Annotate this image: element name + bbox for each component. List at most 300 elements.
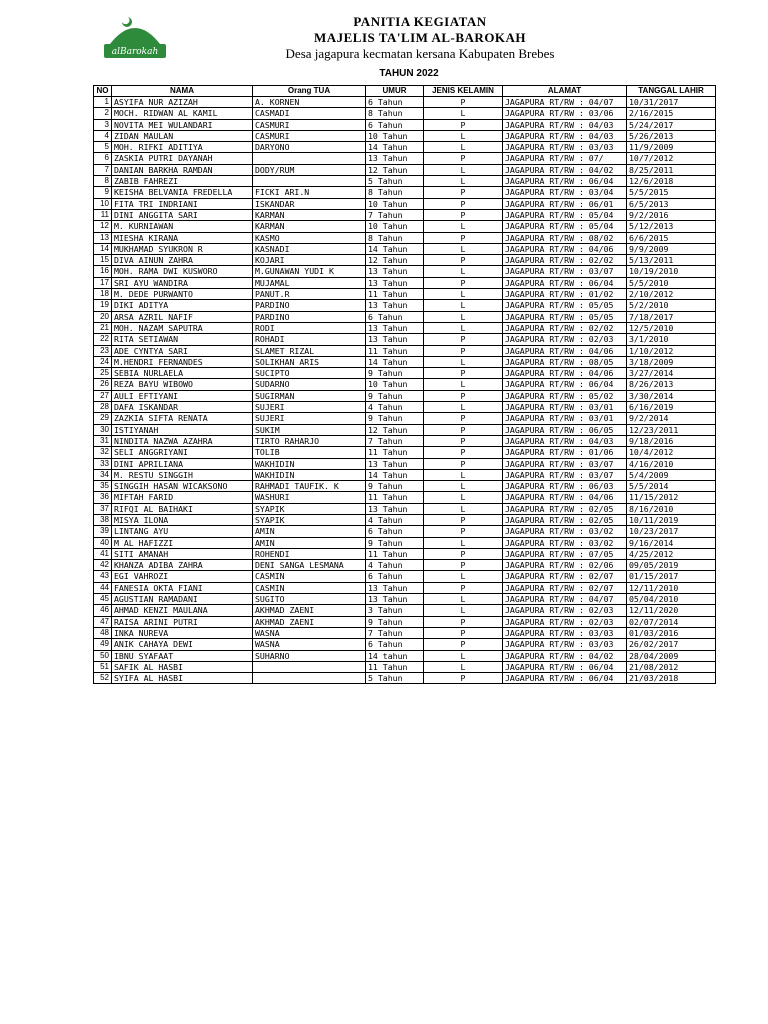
row-number-cell: 14: [94, 243, 112, 254]
birth-date-cell: 11/9/2009: [627, 142, 716, 153]
gender-cell: L: [424, 661, 503, 672]
address-cell: JAGAPURA RT/RW : 04/07: [503, 594, 627, 605]
age-cell: 10 Tahun: [366, 130, 424, 141]
gender-cell: L: [424, 503, 503, 514]
row-number-cell: 17: [94, 277, 112, 288]
row-number-cell: 34: [94, 469, 112, 480]
gender-cell: P: [424, 616, 503, 627]
parent-name-cell: ROHADI: [253, 334, 366, 345]
gender-cell: P: [424, 424, 503, 435]
child-name-cell: MIESHA KIRANA: [112, 232, 253, 243]
gender-cell: P: [424, 198, 503, 209]
address-cell: JAGAPURA RT/RW : 04/06: [503, 492, 627, 503]
child-name-cell: MOH. RIFKI ADITIYA: [112, 142, 253, 153]
child-name-cell: DIKI ADITYA: [112, 300, 253, 311]
gender-cell: P: [424, 97, 503, 108]
row-number-cell: 4: [94, 130, 112, 141]
birth-date-cell: 10/7/2012: [627, 153, 716, 164]
child-name-cell: RITA SETIAWAN: [112, 334, 253, 345]
gender-cell: L: [424, 650, 503, 661]
birth-date-cell: 9/2/2014: [627, 413, 716, 424]
table-row: [94, 153, 716, 164]
address-cell: JAGAPURA RT/RW : 03/03: [503, 627, 627, 638]
row-number-cell: 20: [94, 311, 112, 322]
location-subtitle: Desa jagapura kecmatan kersana Kabupaten Brebes: [285, 46, 555, 61]
child-name-cell: ADE CYNTYA SARI: [112, 345, 253, 356]
gender-cell: L: [424, 221, 503, 232]
gender-cell: L: [424, 492, 503, 503]
table-row: [94, 402, 716, 413]
child-name-cell: MOCH. RIDWAN AL KAMIL: [112, 108, 253, 119]
row-number-cell: 11: [94, 209, 112, 220]
table-row: [94, 537, 716, 548]
parent-name-cell: TIRTO RAHARJO: [253, 435, 366, 446]
child-name-cell: ZABIB FAHREZI: [112, 176, 253, 187]
age-cell: 6 Tahun: [366, 526, 424, 537]
gender-cell: P: [424, 526, 503, 537]
child-name-cell: ZAZKIA SIFTA RENATA: [112, 413, 253, 424]
table-row: [94, 356, 716, 367]
child-name-cell: MISYA ILONA: [112, 514, 253, 525]
parent-name-cell: KOJARI: [253, 255, 366, 266]
gender-cell: L: [424, 266, 503, 277]
birth-date-cell: 21/08/2012: [627, 661, 716, 672]
age-cell: 9 Tahun: [366, 481, 424, 492]
gender-cell: L: [424, 108, 503, 119]
table-row: [94, 130, 716, 141]
address-cell: JAGAPURA RT/RW : 02/03: [503, 334, 627, 345]
birth-date-cell: 12/23/2011: [627, 424, 716, 435]
child-name-cell: FITA TRI INDRIANI: [112, 198, 253, 209]
table-row: [94, 311, 716, 322]
row-number-cell: 26: [94, 379, 112, 390]
row-number-cell: 38: [94, 514, 112, 525]
child-name-cell: SELI ANGGRIYANI: [112, 447, 253, 458]
age-cell: 5 Tahun: [366, 673, 424, 684]
address-cell: JAGAPURA RT/RW : 06/03: [503, 481, 627, 492]
gender-cell: P: [424, 435, 503, 446]
birth-date-cell: 7/18/2017: [627, 311, 716, 322]
child-name-cell: DAFA ISKANDAR: [112, 402, 253, 413]
gender-cell: P: [424, 458, 503, 469]
gender-cell: L: [424, 537, 503, 548]
age-cell: 14 Tahun: [366, 142, 424, 153]
birth-date-cell: 3/1/2010: [627, 334, 716, 345]
address-cell: JAGAPURA RT/RW : 02/03: [503, 605, 627, 616]
table-row: [94, 379, 716, 390]
child-name-cell: MIFTAH FARID: [112, 492, 253, 503]
age-cell: 11 Tahun: [366, 548, 424, 559]
row-number-cell: 30: [94, 424, 112, 435]
col-jenis-kelamin-header: JENIS KELAMIN: [424, 86, 503, 97]
gender-cell: P: [424, 639, 503, 650]
age-cell: 13 Tahun: [366, 266, 424, 277]
row-number-cell: 21: [94, 322, 112, 333]
parent-name-cell: SUKIM: [253, 424, 366, 435]
gender-cell: L: [424, 594, 503, 605]
child-name-cell: EGI VAHROZI: [112, 571, 253, 582]
parent-name-cell: RAHMADI TAUFIK. K: [253, 481, 366, 492]
participants-table: [93, 85, 716, 684]
birth-date-cell: 5/26/2013: [627, 130, 716, 141]
col-tanggal-lahir-header: TANGGAL LAHIR: [627, 86, 716, 97]
birth-date-cell: 09/05/2019: [627, 560, 716, 571]
child-name-cell: SEBIA NURLAELA: [112, 368, 253, 379]
address-cell: JAGAPURA RT/RW : 08/02: [503, 232, 627, 243]
address-cell: JAGAPURA RT/RW : 05/05: [503, 311, 627, 322]
table-row: [94, 560, 716, 571]
parent-name-cell: KASMO: [253, 232, 366, 243]
age-cell: 14 Tahun: [366, 243, 424, 254]
table-row: [94, 243, 716, 254]
birth-date-cell: 10/4/2012: [627, 447, 716, 458]
table-row: [94, 368, 716, 379]
age-cell: 13 Tahun: [366, 334, 424, 345]
table-row: [94, 605, 716, 616]
gender-cell: P: [424, 119, 503, 130]
table-row: [94, 266, 716, 277]
row-number-cell: 25: [94, 368, 112, 379]
table-header-row: [94, 86, 716, 97]
row-number-cell: 35: [94, 481, 112, 492]
address-cell: JAGAPURA RT/RW : 07/: [503, 153, 627, 164]
birth-date-cell: 5/5/2015: [627, 187, 716, 198]
birth-date-cell: 02/07/2014: [627, 616, 716, 627]
age-cell: 13 Tahun: [366, 458, 424, 469]
birth-date-cell: 1/10/2012: [627, 345, 716, 356]
address-cell: JAGAPURA RT/RW : 03/04: [503, 187, 627, 198]
svg-text:alBarokah: alBarokah: [111, 47, 159, 57]
table-row: [94, 209, 716, 220]
age-cell: 9 Tahun: [366, 413, 424, 424]
birth-date-cell: 4/25/2012: [627, 548, 716, 559]
parent-name-cell: WASHURI: [253, 492, 366, 503]
parent-name-cell: SUHARNO: [253, 650, 366, 661]
row-number-cell: 10: [94, 198, 112, 209]
age-cell: 10 Tahun: [366, 379, 424, 390]
row-number-cell: 9: [94, 187, 112, 198]
child-name-cell: REZA BAYU WIBOWO: [112, 379, 253, 390]
child-name-cell: NOVITA MEI WULANDARI: [112, 119, 253, 130]
parent-name-cell: AMIN: [253, 526, 366, 537]
row-number-cell: 7: [94, 164, 112, 175]
birth-date-cell: 05/04/2010: [627, 594, 716, 605]
gender-cell: P: [424, 368, 503, 379]
age-cell: 6 Tahun: [366, 119, 424, 130]
address-cell: JAGAPURA RT/RW : 06/04: [503, 673, 627, 684]
age-cell: 8 Tahun: [366, 232, 424, 243]
gender-cell: P: [424, 232, 503, 243]
age-cell: 10 Tahun: [366, 198, 424, 209]
parent-name-cell: A. KORNEN: [253, 97, 366, 108]
parent-name-cell: CASMURI: [253, 119, 366, 130]
row-number-cell: 27: [94, 390, 112, 401]
gender-cell: L: [424, 176, 503, 187]
child-name-cell: NINDITA NAZWA AZAHRA: [112, 435, 253, 446]
parent-name-cell: SYAPIK: [253, 514, 366, 525]
address-cell: JAGAPURA RT/RW : 02/07: [503, 571, 627, 582]
row-number-cell: 6: [94, 153, 112, 164]
child-name-cell: AHMAD KENZI MAULANA: [112, 605, 253, 616]
table-row: [94, 187, 716, 198]
parent-name-cell: MUJAMAL: [253, 277, 366, 288]
birth-date-cell: 5/5/2010: [627, 277, 716, 288]
gender-cell: L: [424, 311, 503, 322]
table-row: [94, 322, 716, 333]
address-cell: JAGAPURA RT/RW : 04/02: [503, 650, 627, 661]
row-number-cell: 36: [94, 492, 112, 503]
age-cell: 13 Tahun: [366, 153, 424, 164]
parent-name-cell: SUJERI: [253, 413, 366, 424]
birth-date-cell: 26/02/2017: [627, 639, 716, 650]
col-alamat-header: ALAMAT: [503, 86, 627, 97]
parent-name-cell: DODY/RUM: [253, 164, 366, 175]
table-body: [94, 97, 716, 684]
row-number-cell: 15: [94, 255, 112, 266]
table-row: [94, 232, 716, 243]
col-nama-header: NAMA: [112, 86, 253, 97]
table-row: [94, 594, 716, 605]
age-cell: 11 Tahun: [366, 289, 424, 300]
birth-date-cell: 6/16/2019: [627, 402, 716, 413]
row-number-cell: 41: [94, 548, 112, 559]
age-cell: 13 Tahun: [366, 277, 424, 288]
age-cell: 13 Tahun: [366, 322, 424, 333]
address-cell: JAGAPURA RT/RW : 04/03: [503, 119, 627, 130]
parent-name-cell: SLAMET RIZAL: [253, 345, 366, 356]
child-name-cell: SRI AYU WANDIRA: [112, 277, 253, 288]
table-row: [94, 108, 716, 119]
gender-cell: P: [424, 447, 503, 458]
row-number-cell: 18: [94, 289, 112, 300]
table-row: [94, 514, 716, 525]
age-cell: 13 Tahun: [366, 594, 424, 605]
parent-name-cell: SYAPIK: [253, 503, 366, 514]
birth-date-cell: 8/25/2011: [627, 164, 716, 175]
gender-cell: L: [424, 379, 503, 390]
row-number-cell: 40: [94, 537, 112, 548]
birth-date-cell: 8/26/2013: [627, 379, 716, 390]
address-cell: JAGAPURA RT/RW : 06/01: [503, 198, 627, 209]
table-row: [94, 650, 716, 661]
address-cell: JAGAPURA RT/RW : 02/02: [503, 322, 627, 333]
child-name-cell: DIVA AINUN ZAHRA: [112, 255, 253, 266]
age-cell: 4 Tahun: [366, 560, 424, 571]
table-row: [94, 447, 716, 458]
address-cell: JAGAPURA RT/RW : 06/04: [503, 176, 627, 187]
birth-date-cell: 10/31/2017: [627, 97, 716, 108]
row-number-cell: 1: [94, 97, 112, 108]
address-cell: JAGAPURA RT/RW : 03/03: [503, 142, 627, 153]
parent-name-cell: KARMAN: [253, 209, 366, 220]
table-row: [94, 221, 716, 232]
table-row: [94, 616, 716, 627]
child-name-cell: KEISHA BELVANIA FREDELLA: [112, 187, 253, 198]
parent-name-cell: DARYONO: [253, 142, 366, 153]
table-row: [94, 639, 716, 650]
table-row: [94, 458, 716, 469]
birth-date-cell: 5/5/2014: [627, 481, 716, 492]
row-number-cell: 24: [94, 356, 112, 367]
child-name-cell: ZIDAN MAULAN: [112, 130, 253, 141]
age-cell: 7 Tahun: [366, 627, 424, 638]
address-cell: JAGAPURA RT/RW : 02/07: [503, 582, 627, 593]
age-cell: 7 Tahun: [366, 435, 424, 446]
gender-cell: L: [424, 605, 503, 616]
table-row: [94, 198, 716, 209]
table-row: [94, 492, 716, 503]
parent-name-cell: PARDINO: [253, 300, 366, 311]
gender-cell: L: [424, 164, 503, 175]
child-name-cell: ISTIYANAH: [112, 424, 253, 435]
table-row: [94, 119, 716, 130]
table-row: [94, 435, 716, 446]
table-row: [94, 469, 716, 480]
address-cell: JAGAPURA RT/RW : 05/04: [503, 209, 627, 220]
child-name-cell: INKA NUREVA: [112, 627, 253, 638]
gender-cell: P: [424, 582, 503, 593]
age-cell: 6 Tahun: [366, 571, 424, 582]
birth-date-cell: 5/24/2017: [627, 119, 716, 130]
parent-name-cell: M.GUNAWAN YUDI K: [253, 266, 366, 277]
child-name-cell: MUKHAMAD SYUKRON R: [112, 243, 253, 254]
table-row: [94, 571, 716, 582]
birth-date-cell: 6/6/2015: [627, 232, 716, 243]
child-name-cell: FANESIA OKTA FIANI: [112, 582, 253, 593]
col-orang-tua-header: Orang TUA: [253, 86, 366, 97]
row-number-cell: 46: [94, 605, 112, 616]
table-row: [94, 548, 716, 559]
parent-name-cell: PARDINO: [253, 311, 366, 322]
child-name-cell: RAISA ARINI PUTRI: [112, 616, 253, 627]
address-cell: JAGAPURA RT/RW : 02/05: [503, 503, 627, 514]
row-number-cell: 2: [94, 108, 112, 119]
table-row: [94, 176, 716, 187]
age-cell: 13 Tahun: [366, 503, 424, 514]
parent-name-cell: WASNA: [253, 627, 366, 638]
birth-date-cell: 5/2/2010: [627, 300, 716, 311]
birth-date-cell: 9/18/2016: [627, 435, 716, 446]
col-no-header: NO: [94, 86, 112, 97]
gender-cell: P: [424, 153, 503, 164]
organization-title: MAJELIS TA'LIM AL-BAROKAH: [313, 30, 527, 45]
gender-cell: P: [424, 514, 503, 525]
address-cell: JAGAPURA RT/RW : 02/03: [503, 616, 627, 627]
birth-date-cell: 9/2/2016: [627, 209, 716, 220]
child-name-cell: M. RESTU SINGGIH: [112, 469, 253, 480]
parent-name-cell: DENI SANGA LESMANA: [253, 560, 366, 571]
child-name-cell: MOH. RAMA DWI KUSWORO: [112, 266, 253, 277]
gender-cell: L: [424, 322, 503, 333]
gender-cell: L: [424, 142, 503, 153]
parent-name-cell: RODI: [253, 322, 366, 333]
age-cell: 14 Tahun: [366, 469, 424, 480]
table-row: [94, 413, 716, 424]
birth-date-cell: 5/4/2009: [627, 469, 716, 480]
parent-name-cell: SUJERI: [253, 402, 366, 413]
birth-date-cell: 11/15/2012: [627, 492, 716, 503]
age-cell: 3 Tahun: [366, 605, 424, 616]
row-number-cell: 33: [94, 458, 112, 469]
child-name-cell: MOH. NAZAM SAPUTRA: [112, 322, 253, 333]
child-name-cell: M.HENDRI FERNANDES: [112, 356, 253, 367]
row-number-cell: 32: [94, 447, 112, 458]
birth-date-cell: 28/04/2009: [627, 650, 716, 661]
age-cell: 13 Tahun: [366, 300, 424, 311]
parent-name-cell: ROHENDI: [253, 548, 366, 559]
mosque-logo-icon: [100, 14, 170, 60]
row-number-cell: 51: [94, 661, 112, 672]
parent-name-cell: CASMIN: [253, 582, 366, 593]
age-cell: 9 Tahun: [366, 537, 424, 548]
child-name-cell: LINTANG AYU: [112, 526, 253, 537]
row-number-cell: 12: [94, 221, 112, 232]
birth-date-cell: 21/03/2018: [627, 673, 716, 684]
address-cell: JAGAPURA RT/RW : 05/05: [503, 300, 627, 311]
row-number-cell: 19: [94, 300, 112, 311]
birth-date-cell: 12/5/2010: [627, 322, 716, 333]
age-cell: 11 Tahun: [366, 447, 424, 458]
parent-name-cell: WASNA: [253, 639, 366, 650]
age-cell: 11 Tahun: [366, 492, 424, 503]
address-cell: JAGAPURA RT/RW : 03/02: [503, 537, 627, 548]
address-cell: JAGAPURA RT/RW : 06/04: [503, 661, 627, 672]
address-cell: JAGAPURA RT/RW : 04/07: [503, 97, 627, 108]
parent-name-cell: SUDARNO: [253, 379, 366, 390]
table-row: [94, 481, 716, 492]
child-name-cell: M. KURNIAWAN: [112, 221, 253, 232]
parent-name-cell: AMIN: [253, 537, 366, 548]
age-cell: 13 Tahun: [366, 582, 424, 593]
committee-title: PANITIA KEGIATAN: [353, 14, 487, 29]
gender-cell: L: [424, 130, 503, 141]
age-cell: 7 Tahun: [366, 209, 424, 220]
parent-name-cell: SUGITO: [253, 594, 366, 605]
row-number-cell: 29: [94, 413, 112, 424]
parent-name-cell: WAKHIDIN: [253, 458, 366, 469]
age-cell: 11 Tahun: [366, 345, 424, 356]
gender-cell: P: [424, 345, 503, 356]
row-number-cell: 42: [94, 560, 112, 571]
birth-date-cell: 4/16/2010: [627, 458, 716, 469]
child-name-cell: DINI APRILIANA: [112, 458, 253, 469]
row-number-cell: 22: [94, 334, 112, 345]
address-cell: JAGAPURA RT/RW : 05/02: [503, 390, 627, 401]
address-cell: JAGAPURA RT/RW : 02/06: [503, 560, 627, 571]
gender-cell: P: [424, 627, 503, 638]
address-cell: JAGAPURA RT/RW : 03/02: [503, 526, 627, 537]
parent-name-cell: CASMADI: [253, 108, 366, 119]
gender-cell: P: [424, 413, 503, 424]
age-cell: 6 Tahun: [366, 97, 424, 108]
birth-date-cell: 9/9/2009: [627, 243, 716, 254]
age-cell: 11 Tahun: [366, 661, 424, 672]
birth-date-cell: 2/10/2012: [627, 289, 716, 300]
birth-date-cell: 10/23/2017: [627, 526, 716, 537]
age-cell: 4 Tahun: [366, 402, 424, 413]
table-row: [94, 673, 716, 684]
table-row: [94, 526, 716, 537]
address-cell: JAGAPURA RT/RW : 08/05: [503, 356, 627, 367]
address-cell: JAGAPURA RT/RW : 03/03: [503, 639, 627, 650]
child-name-cell: AGUSTIAN RAMADANI: [112, 594, 253, 605]
row-number-cell: 52: [94, 673, 112, 684]
year-heading: TAHUN 2022: [379, 68, 439, 79]
birth-date-cell: 6/5/2013: [627, 198, 716, 209]
age-cell: 12 Tahun: [366, 255, 424, 266]
age-cell: 6 Tahun: [366, 311, 424, 322]
gender-cell: P: [424, 673, 503, 684]
